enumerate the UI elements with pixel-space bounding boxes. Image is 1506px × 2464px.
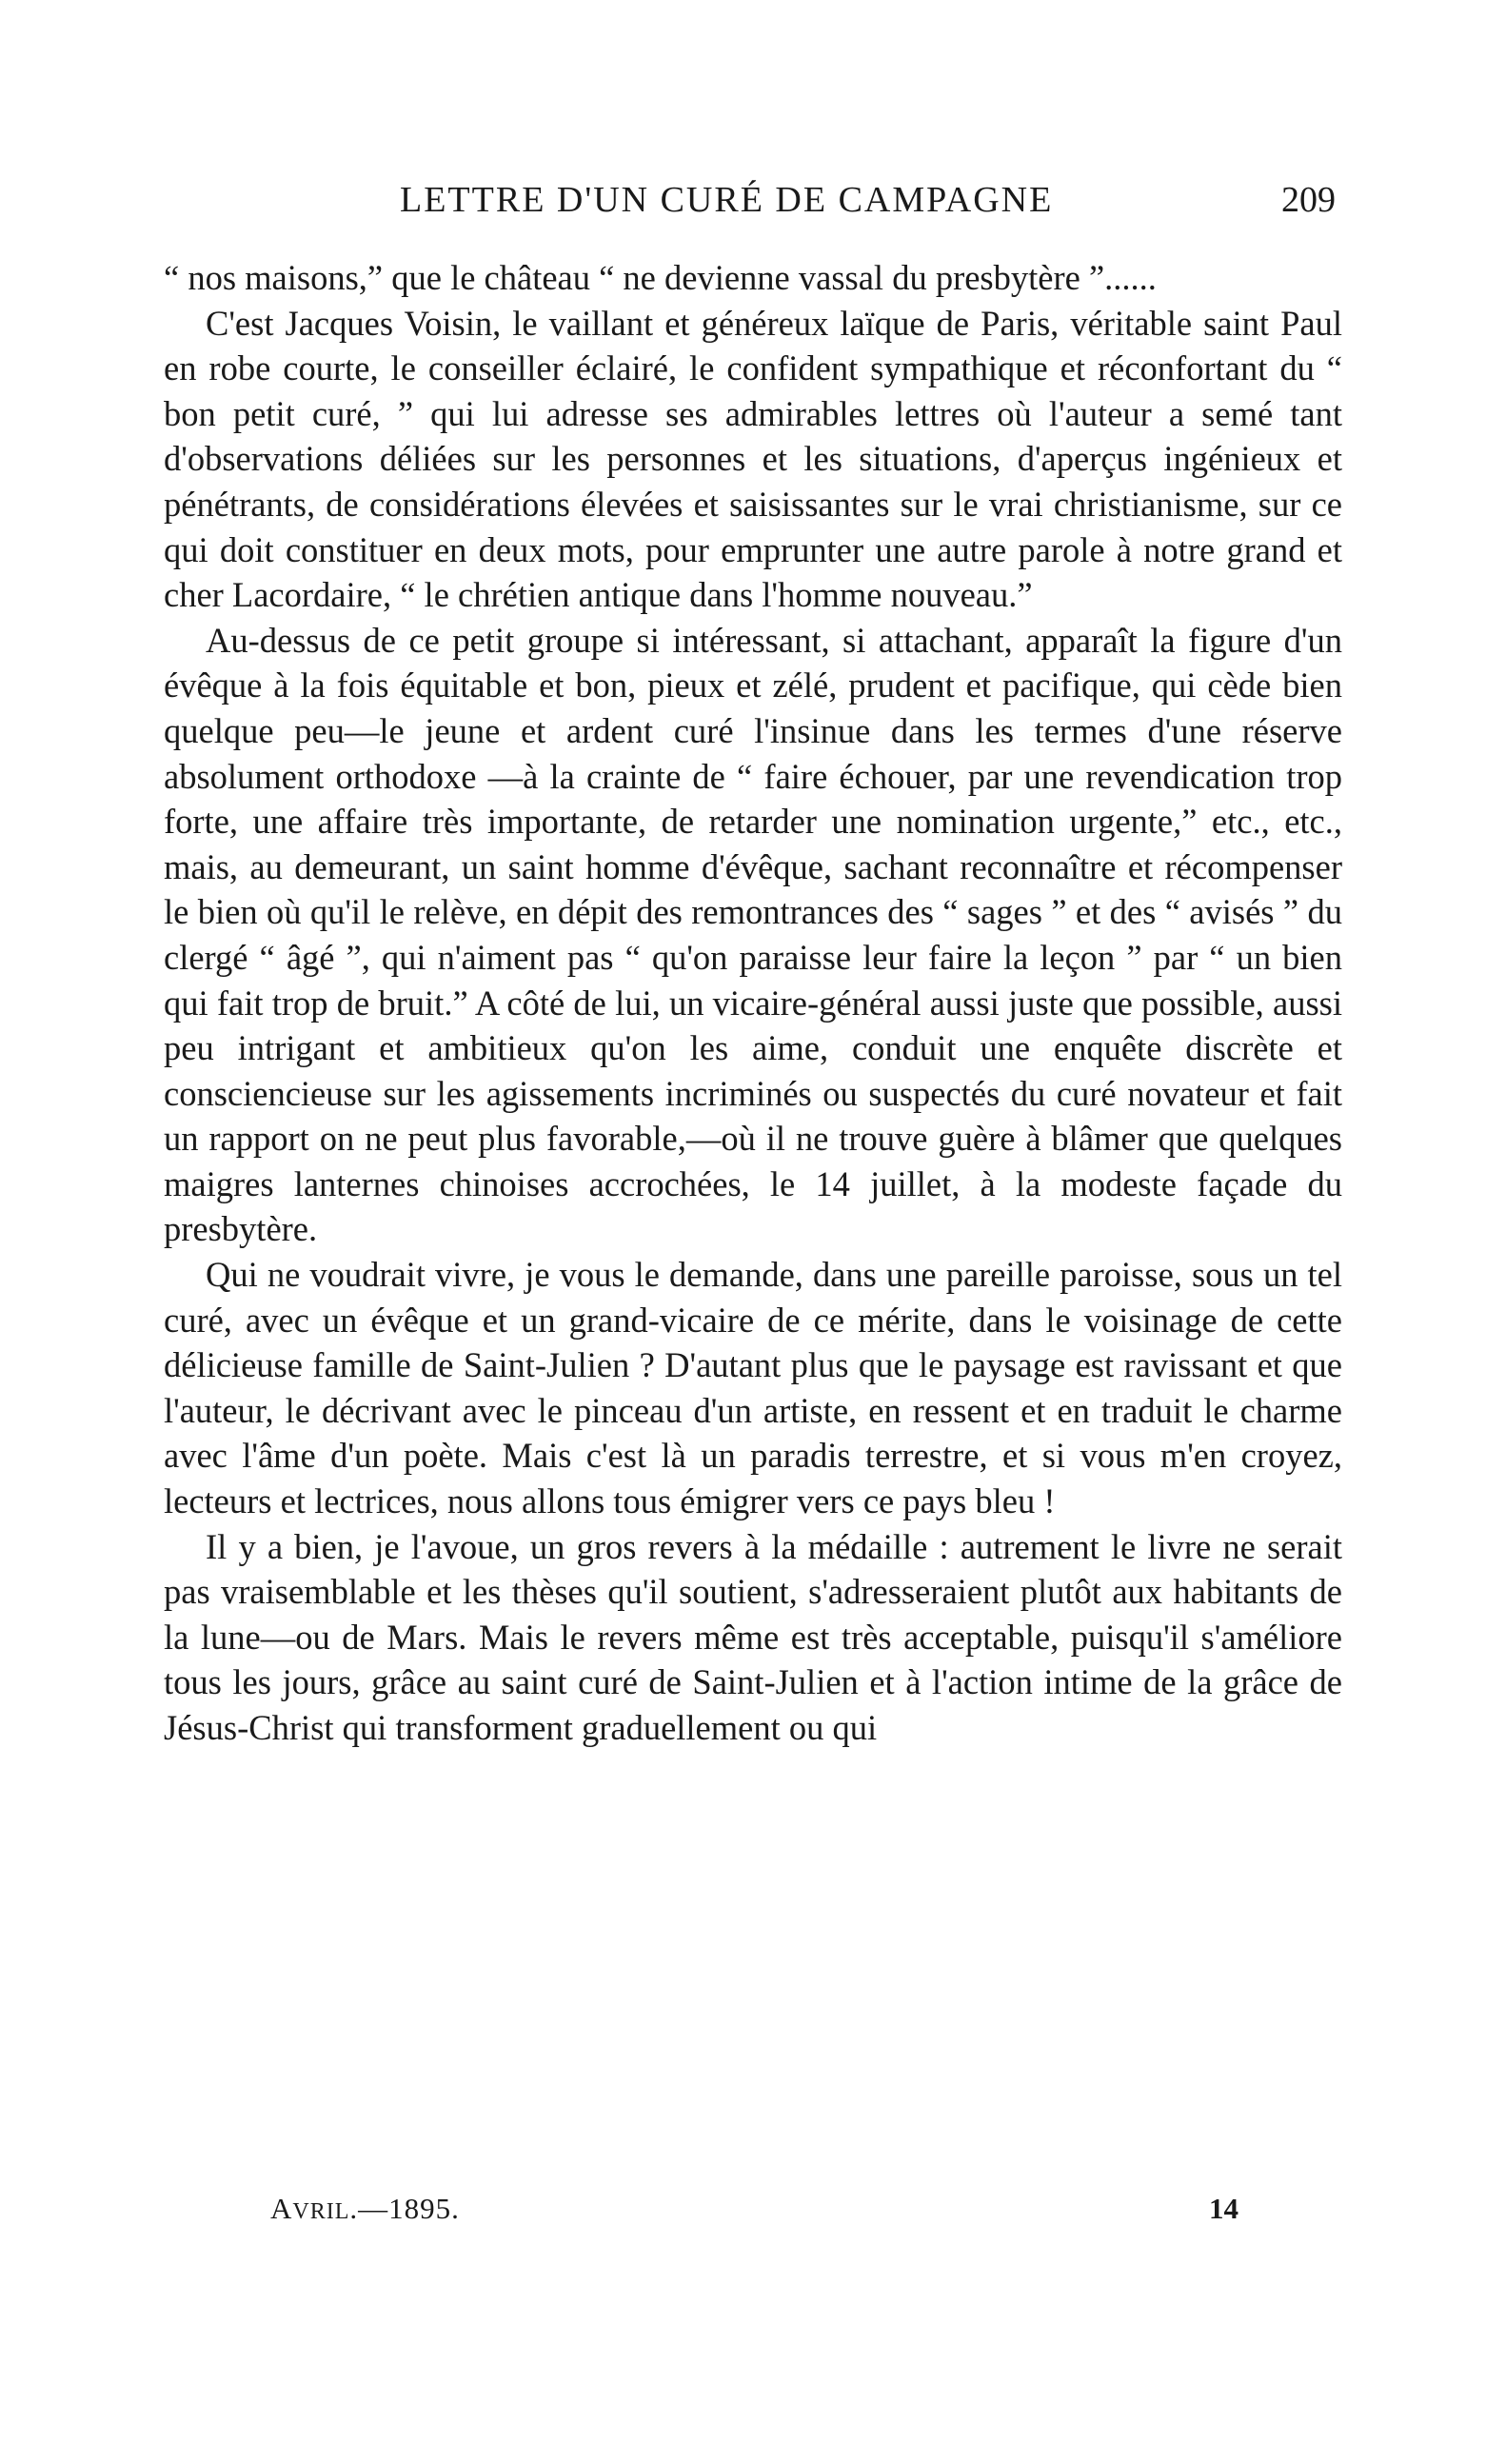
body-text <box>164 255 1342 1751</box>
footer-date-year: .—1895. <box>349 2192 460 2225</box>
paragraph-jacques-voisin: C'est Jacques Voisin, le vaillant et généreux laïque de Paris, véritable saint Paul en robe courte, le conseiller éclairé, le confident sympathique et réconfortant du “ bon petit curé, ” qui lui adresse ses admirables lettres où l'auteur a semé tant d'observations déliées sur les personnes et les situations, d'aperçus ingénieux et pénétrants, de considérations élevées et saisissantes sur le vrai christianisme, sur ce qui doit constituer en deux mots, pour emprunter une autre parole à notre grand et cher Lacordaire, “ le chrétien antique dans l'homme nouveau.” <box>164 303 1342 615</box>
page-number: 209 <box>1281 180 1336 220</box>
paragraph-eveque: Au-dessus de ce petit groupe si intéressant, si attachant, apparaît la figure d'un évêque à la fois équitable et bon, pieux et zélé, prudent et pacifique, qui cède bien quelque peu—le jeune et ardent curé l'insinue dans les termes d'une réserve absolument orthodoxe —à la crainte de “ faire échouer, par une revendication trop forte, une affaire très importante, de retarder une nomination urgente,” etc., etc., mais, au demeurant, un saint homme d'évêque, sachant reconnaître et récompenser le bien où qu'il le relève, en dépit des remontrances des “ sages ” et des “ avisés ” du clergé “ âgé ”, qui n'aiment pas “ qu'on paraisse leur faire la leçon ” par “ un bien qui fait trop de bruit.” A côté de lui, un vicaire-général aussi juste que possible, aussi peu intrigant et ambitieux qu'on les aime, conduit une enquête discrète et consciencieuse sur les agissements incriminés ou suspectés du curé novateur et fait un rapport on ne peut plus favorable,—où il ne trouve guère à blâmer que quelques maigres lanternes chinoises accrochées, le 14 juillet, à la modeste façade du presbytère. <box>164 620 1342 1249</box>
signature-mark: 14 <box>1209 2192 1238 2225</box>
footer-date-smallcaps: VRIL <box>292 2199 350 2224</box>
running-head: LETTRE D'UN CURÉ DE CAMPAGNE <box>400 180 1054 220</box>
paragraph-revers: Il y a bien, je l'avoue, un gros revers à la médaille : autrement le livre ne serait pas vraisemblable et les thèses qu'il soutient, s'adresseraient plutôt aux habitants de la lune—ou de Mars. Mais le revers même est très acceptable, puisqu'il s'améliore tous les jours, grâce au saint curé de Saint-Julien et à l'action intime de la grâce de Jésus-Christ qui transforment graduellement ou qui <box>164 1526 1342 1747</box>
paragraph-paroisse: Qui ne voudrait vivre, je vous le demande, dans une pareille paroisse, sous un tel curé, avec un évêque et un grand-vicaire de ce mérite, dans le voisinage de cette délicieuse famille de Saint-Julien ? D'autant plus que le paysage est ravissant et que l'auteur, le décrivant avec le pinceau d'un artiste, en ressent et en traduit le charme avec l'âme d'un poète. Mais c'est là un paradis terrestre, et si vous m'en croyez, lecteurs et lectrices, nous allons tous émigrer vers ce pays bleu ! <box>164 1255 1342 1521</box>
footer-date-initial: A <box>270 2192 293 2225</box>
paragraph-continuation: “ nos maisons,” que le château “ ne devienne vassal du presbytère ”...... <box>164 258 1157 297</box>
footer-date <box>270 2192 460 2226</box>
